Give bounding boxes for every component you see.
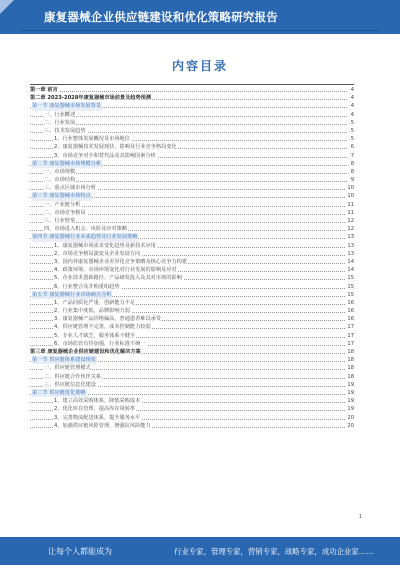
dot-leader bbox=[30, 173, 347, 174]
toc-entry[interactable] bbox=[30, 119, 354, 127]
toc-entry[interactable] bbox=[30, 364, 354, 372]
toc-entry-title: 3、康复器械产品价格偏高，普通患者难以承受 bbox=[54, 316, 162, 323]
toc-entry-title: 5、企业技术创新路径、产品研发投入及其对市场的影响 bbox=[54, 275, 182, 282]
toc-entry-title: 1、建立高效采购体系，降低采购成本 bbox=[54, 398, 141, 405]
toc-entry-title: 4、加强供应链风险管理，增强抗风险能力 bbox=[54, 422, 151, 429]
header-divider bbox=[22, 30, 378, 31]
toc-entry-title: 第四节 康复器械行业未来趋势及行业发展策略 bbox=[32, 234, 138, 241]
toc-entry-page: 15 bbox=[347, 291, 354, 298]
toc-entry[interactable] bbox=[30, 356, 354, 364]
toc-entry[interactable] bbox=[30, 340, 354, 348]
toc-entry-title: 第一节 供应链体系建设现状 bbox=[32, 357, 96, 364]
toc-entry[interactable] bbox=[30, 143, 354, 151]
toc-entry[interactable] bbox=[30, 250, 354, 258]
toc-entry-page: 12 bbox=[347, 218, 354, 224]
toc-top-rule bbox=[30, 84, 354, 85]
toc-entry-title: 一、市场规模 bbox=[44, 168, 76, 175]
toc-entry-page: 14 bbox=[347, 267, 354, 274]
toc-entry-title: 3、市场竞争对手和替代品及其影响因素分析 bbox=[54, 152, 156, 159]
page-number: 1 bbox=[358, 514, 362, 520]
toc-entry-page: 16 bbox=[347, 308, 354, 315]
toc-entry[interactable] bbox=[30, 192, 354, 200]
toc-entry-page: 17 bbox=[347, 324, 354, 331]
toc-entry-title: 3、国内外康复器械企业差异化竞争策略及核心竞争力构建 bbox=[54, 258, 187, 265]
toc-entry[interactable] bbox=[30, 152, 354, 160]
toc-entry-page: 20 bbox=[347, 414, 354, 421]
toc-entry[interactable] bbox=[30, 176, 354, 184]
toc-entry-page: 10 bbox=[347, 185, 354, 192]
toc-entry-page: 8 bbox=[350, 168, 354, 175]
toc-entry[interactable] bbox=[30, 184, 354, 192]
toc-entry-page: 20 bbox=[347, 422, 354, 429]
toc-entry-title: 四、市场进入机会、风险及应对策略 bbox=[44, 226, 128, 233]
toc-entry[interactable] bbox=[30, 201, 354, 209]
toc-entry-page: 13 bbox=[347, 250, 354, 257]
toc-entry[interactable] bbox=[30, 274, 354, 282]
toc-entry-title: 3、完善物流配送体系，提升服务水平 bbox=[54, 414, 141, 421]
toc-entry[interactable] bbox=[30, 242, 354, 250]
toc-entry-page: 13 bbox=[347, 234, 354, 241]
toc-entry[interactable] bbox=[30, 332, 354, 340]
toc-entry[interactable] bbox=[30, 381, 354, 389]
toc-entry-title: 一、供应链管理模式 bbox=[44, 365, 91, 372]
report-title: 康复器械企业供应链建设和优化策略研究报告 bbox=[44, 10, 278, 24]
toc-entry-title: 第三节 康复器械市场特点 bbox=[32, 193, 91, 200]
toc-entry[interactable] bbox=[30, 291, 354, 299]
toc-entry[interactable] bbox=[30, 94, 354, 102]
toc-entry-page: 19 bbox=[347, 381, 354, 388]
toc-entry[interactable] bbox=[30, 405, 354, 413]
toc-entry-title: 2、市场竞争格局演变及企业发展方向 bbox=[54, 250, 141, 257]
toc-entry[interactable] bbox=[30, 102, 354, 110]
toc-entry[interactable] bbox=[30, 307, 354, 315]
toc-entry-title: 一、产业链分析 bbox=[44, 201, 81, 208]
dot-leader bbox=[30, 116, 347, 117]
toc-entry-page: 8 bbox=[350, 160, 354, 167]
toc-entry-title: 第一节 康复器械市场发展背景 bbox=[32, 103, 102, 110]
toc-entry-page: 19 bbox=[347, 406, 354, 413]
toc-entry-title: 三、供应链信息化建设 bbox=[44, 381, 96, 388]
toc-entry[interactable] bbox=[30, 111, 354, 119]
toc-entry[interactable] bbox=[30, 233, 354, 241]
toc-entry-title: 6、市场监管有待加强，行业标准不统一 bbox=[54, 340, 146, 347]
toc-entry-page: 16 bbox=[347, 299, 354, 306]
toc-entry[interactable] bbox=[30, 258, 354, 266]
toc-entry-page: 5 bbox=[350, 127, 354, 134]
toc-entry[interactable] bbox=[30, 422, 354, 430]
toc-entry-page: 17 bbox=[347, 340, 354, 347]
toc-entry-title: 6、行业整合及并购重组趋势 bbox=[54, 283, 120, 290]
toc-entry-page: 11 bbox=[347, 209, 354, 216]
toc-entry-page: 15 bbox=[347, 275, 354, 282]
toc-entry-page: 18 bbox=[347, 373, 354, 380]
toc-entry-title: 三、技术发展趋势 bbox=[44, 127, 86, 134]
toc-entry-title: 三、重点区域市场分析 bbox=[44, 185, 96, 192]
toc-entry-title: 1、康复器械市场需求变化趋势及新技术应用 bbox=[54, 242, 156, 249]
toc-entry[interactable] bbox=[30, 348, 354, 356]
toc-entry-page: 6 bbox=[350, 144, 354, 151]
toc-entry-page: 7 bbox=[350, 152, 354, 159]
toc-entry-title: 二、市场结构 bbox=[44, 177, 76, 184]
toc-entry-page: 4 bbox=[350, 111, 354, 118]
toc-entry-page: 4 bbox=[350, 95, 354, 102]
toc-entry-title: 4、政策环境、市场环境变化对行业发展的影响及应对 bbox=[54, 267, 177, 274]
toc-entry-title: 2、康复器械技术发展现状、影响及行业竞争格局变化 bbox=[54, 144, 177, 151]
toc-entry-page: 12 bbox=[347, 226, 354, 233]
toc-entry[interactable] bbox=[30, 135, 354, 143]
toc-entry[interactable] bbox=[30, 283, 354, 291]
toc-entry-page: 18 bbox=[347, 349, 354, 355]
toc-entry[interactable] bbox=[30, 127, 354, 135]
toc-entry-page: 14 bbox=[347, 258, 354, 265]
toc-entry-page: 16 bbox=[347, 316, 354, 323]
toc-entry-page: 18 bbox=[347, 365, 354, 372]
toc-entry[interactable] bbox=[30, 86, 354, 94]
toc-entry-page: 9 bbox=[350, 177, 354, 184]
toc-entry-page: 4 bbox=[350, 103, 354, 110]
header-banner bbox=[0, 0, 400, 34]
toc-entry[interactable] bbox=[30, 168, 354, 176]
toc-entry[interactable] bbox=[30, 315, 354, 323]
toc-entry-title: 1、产品同质化严重，创新能力不足 bbox=[54, 299, 136, 306]
toc-entry[interactable] bbox=[30, 225, 354, 233]
toc-entry[interactable] bbox=[30, 160, 354, 168]
footer-banner bbox=[0, 537, 400, 565]
toc-entry-title: 第二节 康复器械市场规模分析 bbox=[32, 160, 102, 167]
toc-entry[interactable] bbox=[30, 323, 354, 331]
toc-entry-page: 19 bbox=[347, 389, 354, 396]
toc-entry-title: 二、供应链合作伙伴关系 bbox=[44, 373, 102, 380]
dot-leader bbox=[30, 181, 347, 182]
footer-slogan-right: 行业专家，管理专家，营销专家，战略专家，成功企业家…… bbox=[174, 547, 374, 556]
toc-entry-page: 5 bbox=[350, 119, 354, 126]
toc-entry-title: 第五节 康复器械行业市场痛点分析 bbox=[32, 291, 112, 298]
toc-entry[interactable] bbox=[30, 373, 354, 381]
toc-entry[interactable] bbox=[30, 389, 354, 397]
toc-entry-title: 第二章 2023-2028年康复器械市场前景及趋势预测 bbox=[30, 95, 152, 102]
toc-entry-page: 18 bbox=[347, 357, 354, 364]
toc-entry[interactable] bbox=[30, 397, 354, 405]
toc-entry[interactable] bbox=[30, 299, 354, 307]
dot-leader bbox=[30, 124, 347, 125]
toc-entry-page: 19 bbox=[347, 398, 354, 405]
toc-entry-page: 17 bbox=[347, 332, 354, 339]
toc-entry[interactable] bbox=[30, 414, 354, 422]
dot-leader bbox=[30, 91, 347, 92]
toc-entry-title: 第二节 供应链优化策略 bbox=[32, 389, 86, 396]
toc-entry-page: 13 bbox=[347, 242, 354, 249]
toc-entry-title: 第三章 康复器械企业供应链建设和优化解决方案 bbox=[30, 349, 141, 355]
table-of-contents bbox=[30, 86, 354, 430]
toc-entry-title: 二、市场竞争格局 bbox=[44, 209, 86, 216]
toc-entry-page: 15 bbox=[347, 283, 354, 290]
toc-entry[interactable] bbox=[30, 209, 354, 217]
toc-entry-page: 11 bbox=[347, 201, 354, 208]
toc-entry-title: 5、专业人才缺乏，服务体系不健全 bbox=[54, 332, 136, 339]
dot-leader bbox=[30, 222, 347, 223]
toc-entry-title: 2、行业集中度低，品牌影响力弱 bbox=[54, 308, 130, 315]
toc-entry-title: 4、供应链管理不完善，成本控制能力较弱 bbox=[54, 324, 151, 331]
toc-entry-title: 二、行业发展 bbox=[44, 119, 76, 126]
toc-entry-title: 一、行业概述 bbox=[44, 111, 76, 118]
toc-entry-title: 第一章 前言 bbox=[30, 87, 58, 93]
corner-fold-decoration bbox=[0, 0, 14, 14]
toc-entry-page: 4 bbox=[350, 87, 354, 93]
toc-entry-page: 10 bbox=[347, 193, 354, 200]
footer-slogan-left: 让每个人都能成为 bbox=[48, 547, 112, 556]
toc-heading: 内容目录 bbox=[171, 59, 228, 73]
toc-entry-title: 2、优化库存管理，提高库存周转率 bbox=[54, 406, 136, 413]
toc-entry[interactable] bbox=[30, 266, 354, 274]
toc-entry[interactable] bbox=[30, 217, 354, 225]
toc-entry-title: 1、行业整体发展概况及市场地位 bbox=[54, 136, 130, 143]
toc-entry-page: 5 bbox=[350, 136, 354, 143]
toc-entry-title: 三、行业壁垒 bbox=[44, 218, 76, 224]
